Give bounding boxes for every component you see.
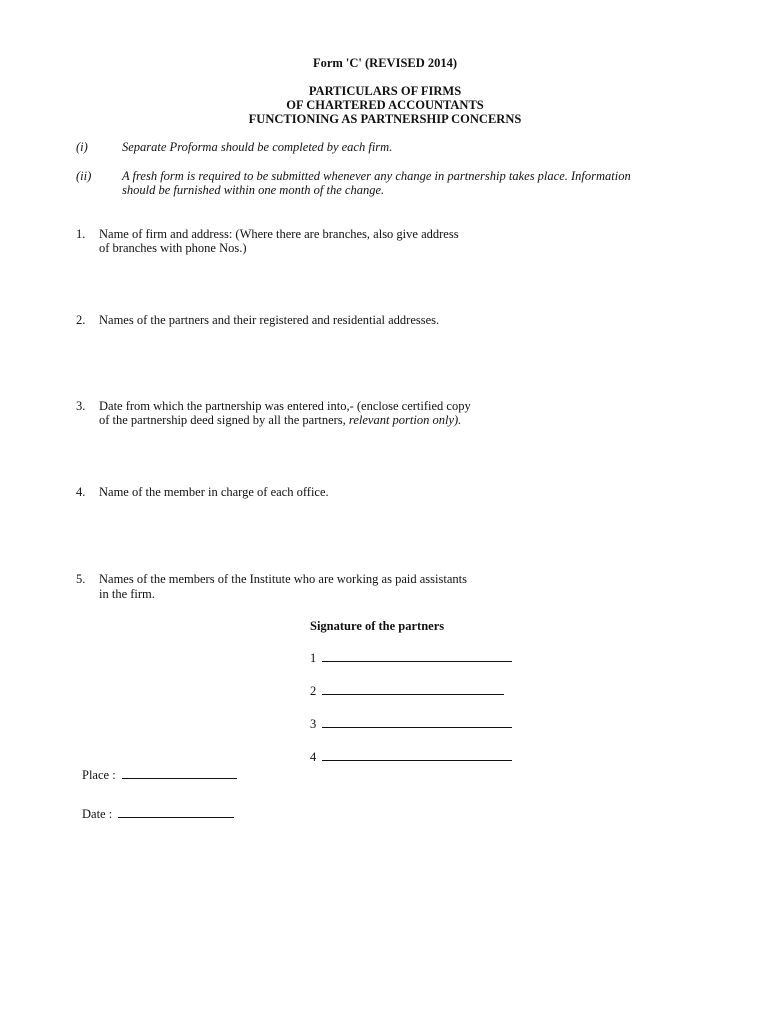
place-field bbox=[82, 767, 237, 783]
note-text-continued: should be furnished within one month of the change. bbox=[122, 183, 385, 197]
date-label: Date : bbox=[82, 807, 113, 821]
signature-heading: Signature of the partners bbox=[310, 619, 445, 633]
signature-number: 3 bbox=[310, 717, 317, 731]
signature-number: 2 bbox=[310, 684, 317, 698]
signature-line-4[interactable] bbox=[322, 749, 512, 761]
signature-row bbox=[310, 749, 512, 765]
item-question: Names of the members of the Institute who are working as paid assistants bbox=[99, 572, 467, 586]
signature-number: 1 bbox=[310, 651, 317, 665]
note-number: (i) bbox=[76, 140, 88, 154]
signature-number: 4 bbox=[310, 750, 317, 764]
item-number: 2. bbox=[76, 313, 86, 327]
item-number: 5. bbox=[76, 572, 86, 586]
item-number: 1. bbox=[76, 227, 86, 241]
date-field bbox=[82, 806, 234, 822]
item-question: Names of the partners and their registered and residential addresses. bbox=[99, 313, 440, 327]
item-question-continued: of branches with phone Nos.) bbox=[99, 241, 247, 255]
note-number: (ii) bbox=[76, 169, 92, 183]
item-question-italic-text: relevant portion only). bbox=[348, 413, 462, 427]
note-text: Separate Proforma should be completed by each firm. bbox=[122, 140, 393, 154]
signature-row bbox=[310, 683, 504, 699]
item-question-text: of the partnership deed signed by all the partners, bbox=[99, 413, 349, 427]
form-title: Form 'C' (REVISED 2014) bbox=[312, 56, 458, 70]
subtitle-line-2: OF CHARTERED ACCOUNTANTS bbox=[286, 98, 484, 112]
date-input-line[interactable] bbox=[118, 806, 234, 818]
signature-row bbox=[310, 650, 512, 666]
subtitle-line-3: FUNCTIONING AS PARTNERSHIP CONCERNS bbox=[248, 112, 522, 126]
subtitle-line-1: PARTICULARS OF FIRMS bbox=[308, 84, 462, 98]
item-question: Name of firm and address: (Where there are branches, also give address bbox=[99, 227, 459, 241]
item-number: 4. bbox=[76, 485, 86, 499]
item-question-continued: in the firm. bbox=[99, 587, 155, 601]
item-question: Name of the member in charge of each office. bbox=[99, 485, 329, 499]
signature-line-2[interactable] bbox=[322, 683, 504, 695]
item-question: Date from which the partnership was entered into,- (enclose certified copy bbox=[99, 399, 471, 413]
item-number: 3. bbox=[76, 399, 86, 413]
note-text: A fresh form is required to be submitted whenever any change in partnership takes place. Information bbox=[122, 169, 631, 183]
place-label: Place : bbox=[82, 768, 116, 782]
signature-row bbox=[310, 716, 512, 732]
signature-line-3[interactable] bbox=[322, 716, 512, 728]
place-input-line[interactable] bbox=[122, 767, 237, 779]
item-question-continued bbox=[99, 413, 559, 428]
signature-line-1[interactable] bbox=[322, 650, 512, 662]
